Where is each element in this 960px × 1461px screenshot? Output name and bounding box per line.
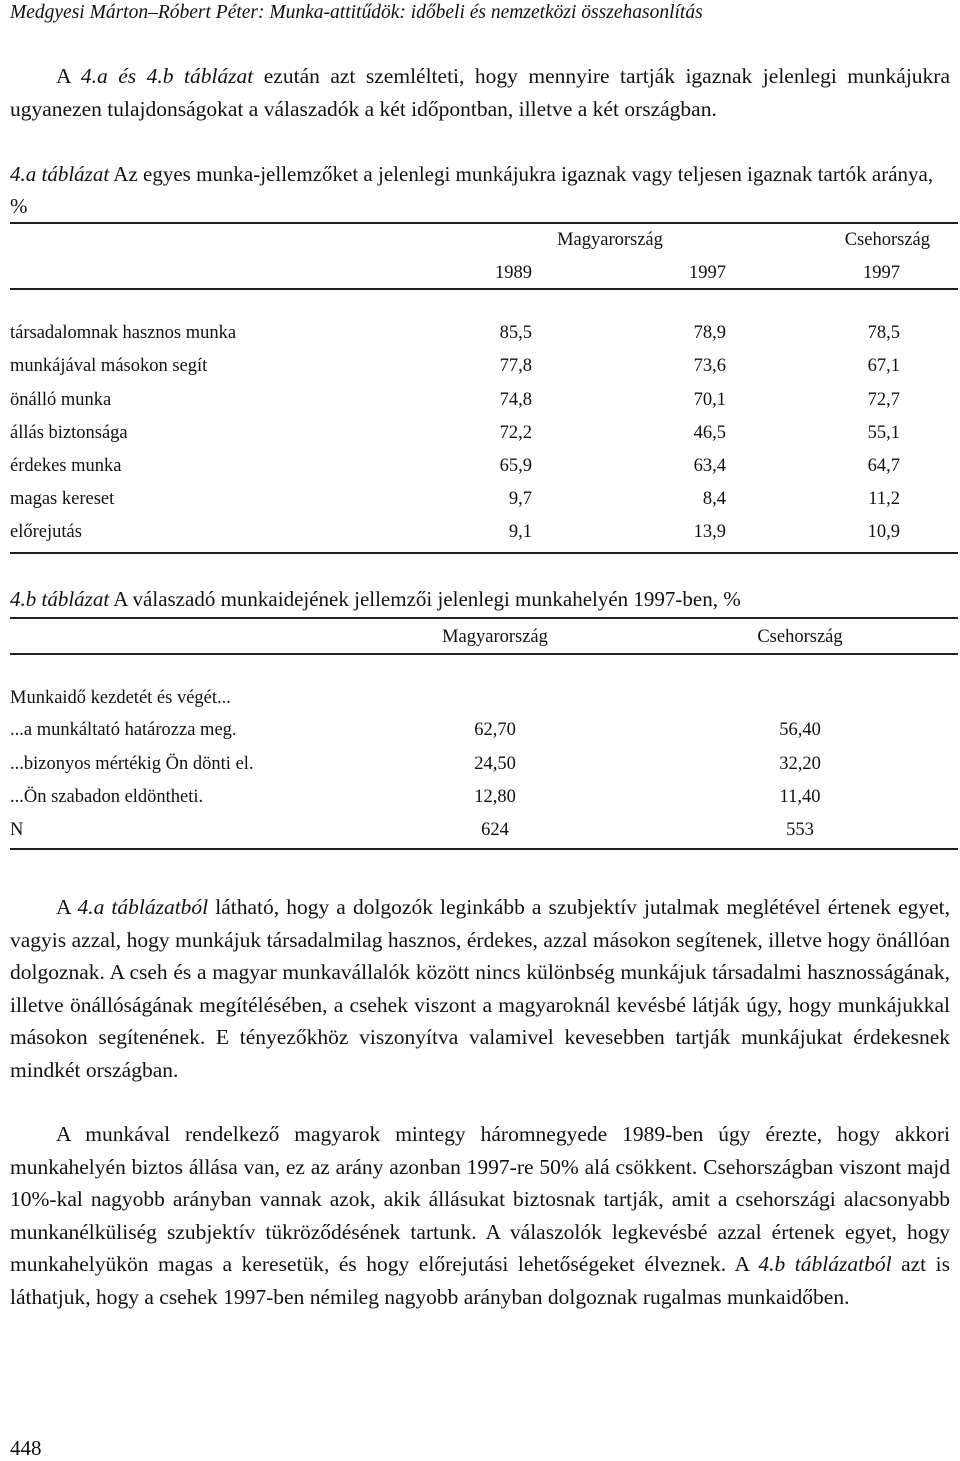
table-b-col-cz: Csehország [757,627,843,647]
intro-text-italic: 4.a és 4.b táblázat [80,64,254,88]
cell-cz: 32,20 [779,754,821,774]
cell-hu-1989: 65,9 [499,456,532,476]
cell-hu-1997: 78,9 [693,323,726,343]
table-a-group-hu: Magyarország [557,230,663,250]
cell-hu-1997: 46,5 [693,423,726,443]
cell-hu-1989: 9,7 [508,489,532,509]
cell-cz: 56,40 [779,720,821,740]
running-header: Medgyesi Márton–Róbert Péter: Munka-attitűdök: időbeli és nemzetközi összehasonlítás [10,2,703,23]
row-label: N [10,820,24,840]
cell-cz-1997: 55,1 [867,423,900,443]
cell-hu-1997: 13,9 [693,522,726,542]
row-label: állás biztonsága [10,423,128,443]
cell-cz: 553 [786,820,814,840]
body-paragraph-2 [10,1118,950,1313]
cell-hu-1989: 74,8 [499,390,532,410]
cell-cz-1997: 72,7 [867,390,900,410]
row-label: ...Ön szabadon eldöntheti. [10,787,204,807]
cell-cz: 11,40 [779,787,821,807]
cell-cz-1997: 64,7 [867,456,900,476]
intro-text-rest: ezután azt szemlélteti, hogy mennyire tartják igaznak jelenlegi munkájukra ugyanezen tulajdonságokat a válaszadók a két időpontban, illetve a két országban. [10,64,951,121]
cell-hu-1997: 70,1 [693,390,726,410]
intro-text-a: A [56,64,81,88]
row-label: magas kereset [10,489,115,509]
table-a-col-1997-cz: 1997 [863,263,900,283]
cell-cz-1997: 11,2 [868,489,900,509]
table-a-group-cz: Csehország [844,230,930,250]
cell-cz-1997: 78,5 [867,323,900,343]
table-a-header-rule [10,288,958,290]
p2-text-a: A [56,895,78,919]
page-number: 448 [10,1436,42,1460]
p3-text-italic: 4.b táblázatból [758,1252,892,1276]
table-a-col-1989: 1989 [495,263,532,283]
row-label: társadalomnak hasznos munka [10,323,237,343]
table-b-intro-row: Munkaidő kezdetét és végét... [10,688,231,708]
p2-text-italic: 4.a táblázatból [77,895,209,919]
table-b-caption-label: 4.b táblázat [10,587,110,611]
table-a-caption-label: 4.a táblázat [10,162,110,186]
intro-paragraph [10,60,950,125]
cell-cz-1997: 10,9 [867,522,900,542]
cell-hu-1997: 73,6 [693,356,726,376]
cell-hu-1989: 72,2 [499,423,532,443]
cell-cz-1997: 67,1 [867,356,900,376]
table-b-bottom-rule [10,848,958,850]
cell-hu-1997: 8,4 [702,489,726,509]
row-label: önálló munka [10,390,112,410]
row-label: ...a munkáltató határozza meg. [10,720,237,740]
cell-hu: 624 [481,820,509,840]
table-a-col-1997-hu: 1997 [689,263,726,283]
table-b-top-rule [10,617,958,619]
table-a-caption [10,158,950,222]
table-b-caption [10,583,950,615]
cell-hu-1989: 85,5 [499,323,532,343]
table-a-top-rule [10,222,958,224]
table-a-caption-text: Az egyes munka-jellemzőket a jelenlegi munkájukra igaznak vagy teljesen igaznak tartók aránya, % [10,162,934,218]
row-label: érdekes munka [10,456,122,476]
table-b-header-rule [10,653,958,655]
row-label: előrejutás [10,522,82,542]
cell-hu: 62,70 [474,720,516,740]
table-b-caption-text: A válaszadó munkaidejének jellemzői jelenlegi munkahelyén 1997-ben, % [109,587,741,611]
p3-text-rest: azt is láthatjuk, hogy a csehek 1997-ben némileg nagyobb arányban dolgoznak rugalmas munkaidőben. [10,1252,951,1309]
cell-hu: 24,50 [474,754,516,774]
table-a-bottom-rule [10,552,958,554]
p3-text-a: A munkával rendelkező magyarok mintegy háromnegyede 1989-ben úgy érezte, hogy akkori munkahelyén biztos állása van, ez az arány azonban 1997-re 50% alá csökkent. Csehországban viszont majd 10%-kal nagyobb arányban vannak azok, akik állásukat biztosnak tartják, amit a csehországi alacsonyabb munkanélküliség szubjektív tükröződésének tartunk. A válaszolók legkevésbé azzal értenek egyet, hogy munkahelyükön magas a keresetük, és hogy előrejutási lehetőségeket élveznek. A [10,1122,950,1276]
cell-hu-1989: 9,1 [508,522,532,542]
row-label: munkájával másokon segít [10,356,208,376]
row-label: ...bizonyos mértékig Ön dönti el. [10,754,254,774]
cell-hu-1989: 77,8 [499,356,532,376]
cell-hu-1997: 63,4 [693,456,726,476]
cell-hu: 12,80 [474,787,516,807]
table-b-col-hu: Magyarország [442,627,548,647]
body-paragraph-1 [10,891,950,1086]
p2-text-rest: látható, hogy a dolgozók leginkább a szubjektív jutalmak meglétével értenek egyet, vagyis azzal, hogy munkájuk társadalmilag hasznos, érdekes, azzal másokon segítenek, illetve hogy önállóan dolgoznak. A cseh és a magyar munkavállalók között nincs különbség munkájuk társadalmi hasznosságának, illetve önállóságának megítélésében, a csehek viszont a magyaroknál kevésbé látják úgy, hogy munkájukkal másokon segítenének. E tényezőkhöz viszonyítva valamivel kevesebben tartják munkájukat érdekesnek mindkét országban. [10,895,950,1082]
